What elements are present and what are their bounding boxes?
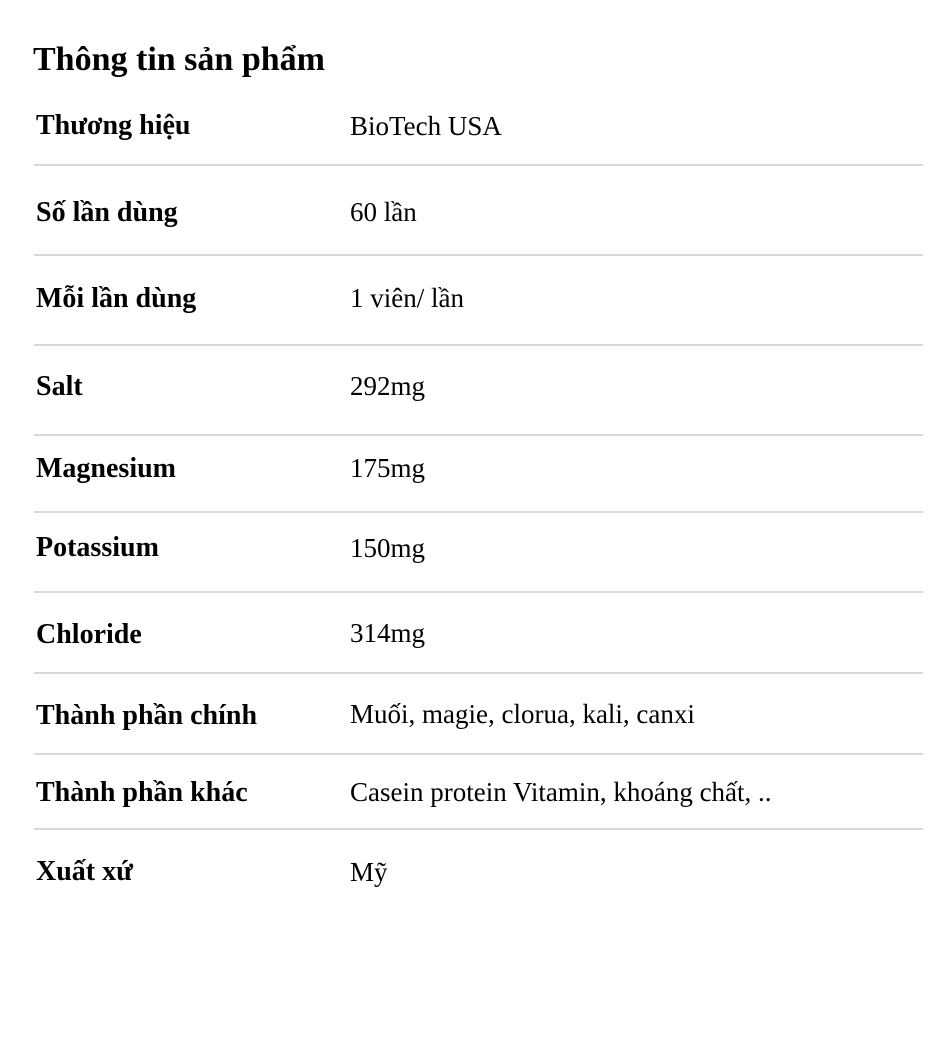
row-value-servings: 60 lần bbox=[350, 197, 417, 227]
row-divider bbox=[34, 753, 923, 755]
row-divider bbox=[34, 591, 923, 593]
row-divider bbox=[34, 434, 923, 436]
row-value-serving-size: 1 viên/ lần bbox=[350, 283, 464, 313]
row-label-magnesium: Magnesium bbox=[36, 453, 176, 484]
row-divider bbox=[34, 254, 923, 256]
row-value-main-ingredients: Muối, magie, clorua, kali, canxi bbox=[350, 699, 695, 729]
row-label-serving-size: Mỗi lần dùng bbox=[36, 283, 197, 314]
row-value-brand: BioTech USA bbox=[350, 111, 502, 141]
row-label-chloride: Chloride bbox=[36, 619, 142, 650]
row-value-other-ingredients: Casein protein Vitamin, khoáng chất, .. bbox=[350, 777, 772, 807]
page-title: Thông tin sản phẩm bbox=[33, 41, 325, 78]
row-label-origin: Xuất xứ bbox=[36, 856, 133, 887]
row-value-magnesium: 175mg bbox=[350, 453, 426, 483]
row-label-salt: Salt bbox=[36, 371, 83, 402]
row-label-other-ingredients: Thành phần khác bbox=[36, 777, 248, 808]
row-value-salt: 292mg bbox=[350, 371, 426, 401]
row-value-origin: Mỹ bbox=[350, 857, 388, 887]
row-value-chloride: 314mg bbox=[350, 618, 426, 648]
row-label-potassium: Potassium bbox=[36, 532, 159, 563]
row-divider bbox=[34, 672, 923, 674]
row-value-potassium: 150mg bbox=[350, 533, 426, 563]
row-label-main-ingredients: Thành phần chính bbox=[36, 700, 258, 731]
row-label-servings: Số lần dùng bbox=[36, 197, 178, 228]
row-divider bbox=[34, 344, 923, 346]
row-divider bbox=[34, 511, 923, 513]
row-label-brand: Thương hiệu bbox=[36, 110, 191, 141]
row-divider bbox=[34, 164, 923, 166]
row-divider bbox=[34, 828, 923, 830]
